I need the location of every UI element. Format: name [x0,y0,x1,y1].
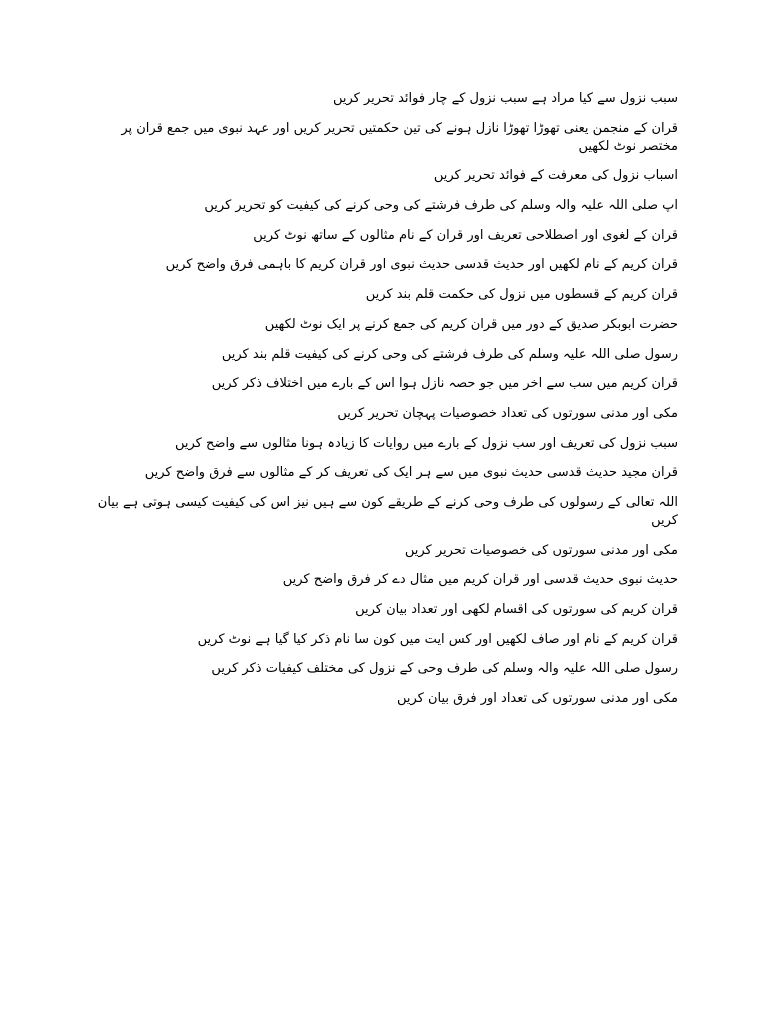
question-line-6: قران کریم کے نام لکھیں اور حدیث قدسی حدیث نبوی اور قران کریم کا باہمی فرق واضح کریں [165,257,678,273]
question-line-2: قران کے منجمن یعنی تھوڑا تھوڑا نازل ہونے کی تین حکمتیں تحریر کریں اور عہد نبوی میں جمع قران پر مختصر نوٹ لکھیں [121,120,678,154]
question-list [90,90,678,720]
question-line-5: قران کے لغوی اور اصطلاحی تعریف اور قران کے نام مثالوں کے ساتھ نوٹ کریں [253,227,678,243]
question-line-12: سبب نزول کی تعریف اور سب نزول کے بارے میں روایات کا زیادہ ہونا مثالوں سے واضح کریں [175,435,678,451]
question-line-10: قران کریم میں سب سے اخر میں جو حصہ نازل ہوا اس کے بارے میں اختلاف ذکر کریں [211,376,678,392]
question-line-7: قران کریم کے قسطوں میں نزول کی حکمت قلم بند کریں [365,287,678,303]
question-line-9: رسول صلی اللہ علیہ وسلم کی طرف فرشتے کی وحی کرنے کی کیفیت قلم بند کریں [221,346,678,362]
question-line-17: قران کریم کی سورتوں کی اقسام لکھی اور تعداد بیان کریں [355,602,678,617]
question-line-11: مکی اور مدنی سورتوں کی تعداد خصوصیات پہچان تحریر کریں [337,405,678,421]
question-line-16: حدیث نبوی حدیث قدسی اور قران کریم میں مثال دے کر فرق واضح کریں [282,572,678,588]
question-line-8: حضرت ابوبکر صدیق کے دور میں قران کریم کی جمع کرنے پر ایک نوٹ لکھیں [264,316,678,332]
question-line-20: مکی اور مدنی سورتوں کی تعداد اور فرق بیان کریں [396,691,678,707]
question-line-4: اپ صلی اللہ علیہ والہ وسلم کی طرف فرشتے کی وحی کرنے کی کیفیت کو تحریر کریں [204,198,678,214]
question-line-1: سبب نزول سے کیا مراد ہے سبب نزول کے چار فوائد تحریر کریں [332,91,678,106]
question-line-14: اللہ تعالی کے رسولوں کی طرف وحی کرنے کے طریقے کون سے ہیں نیز اس کی کیفیت کیسی ہوتی ہے بیان کریں [97,494,678,528]
question-line-13: قران مجید حدیث قدسی حدیث نبوی میں سے ہر ایک کی تعریف کر کے مثالوں سے فرق واضح کریں [144,465,678,481]
question-line-18: قران کریم کے نام اور صاف لکھیں اور کس ایت میں کون سا نام ذکر کیا گیا ہے نوٹ کریں [197,631,678,647]
question-line-19: رسول صلی اللہ علیہ والہ وسلم کی طرف وحی کے نزول کی مختلف کیفیات ذکر کریں [211,661,678,677]
question-line-3: اسباب نزول کی معرفت کے فوائد تحریر کریں [433,168,678,184]
question-line-15: مکی اور مدنی سورتوں کی خصوصیات تحریر کریں [404,542,678,558]
